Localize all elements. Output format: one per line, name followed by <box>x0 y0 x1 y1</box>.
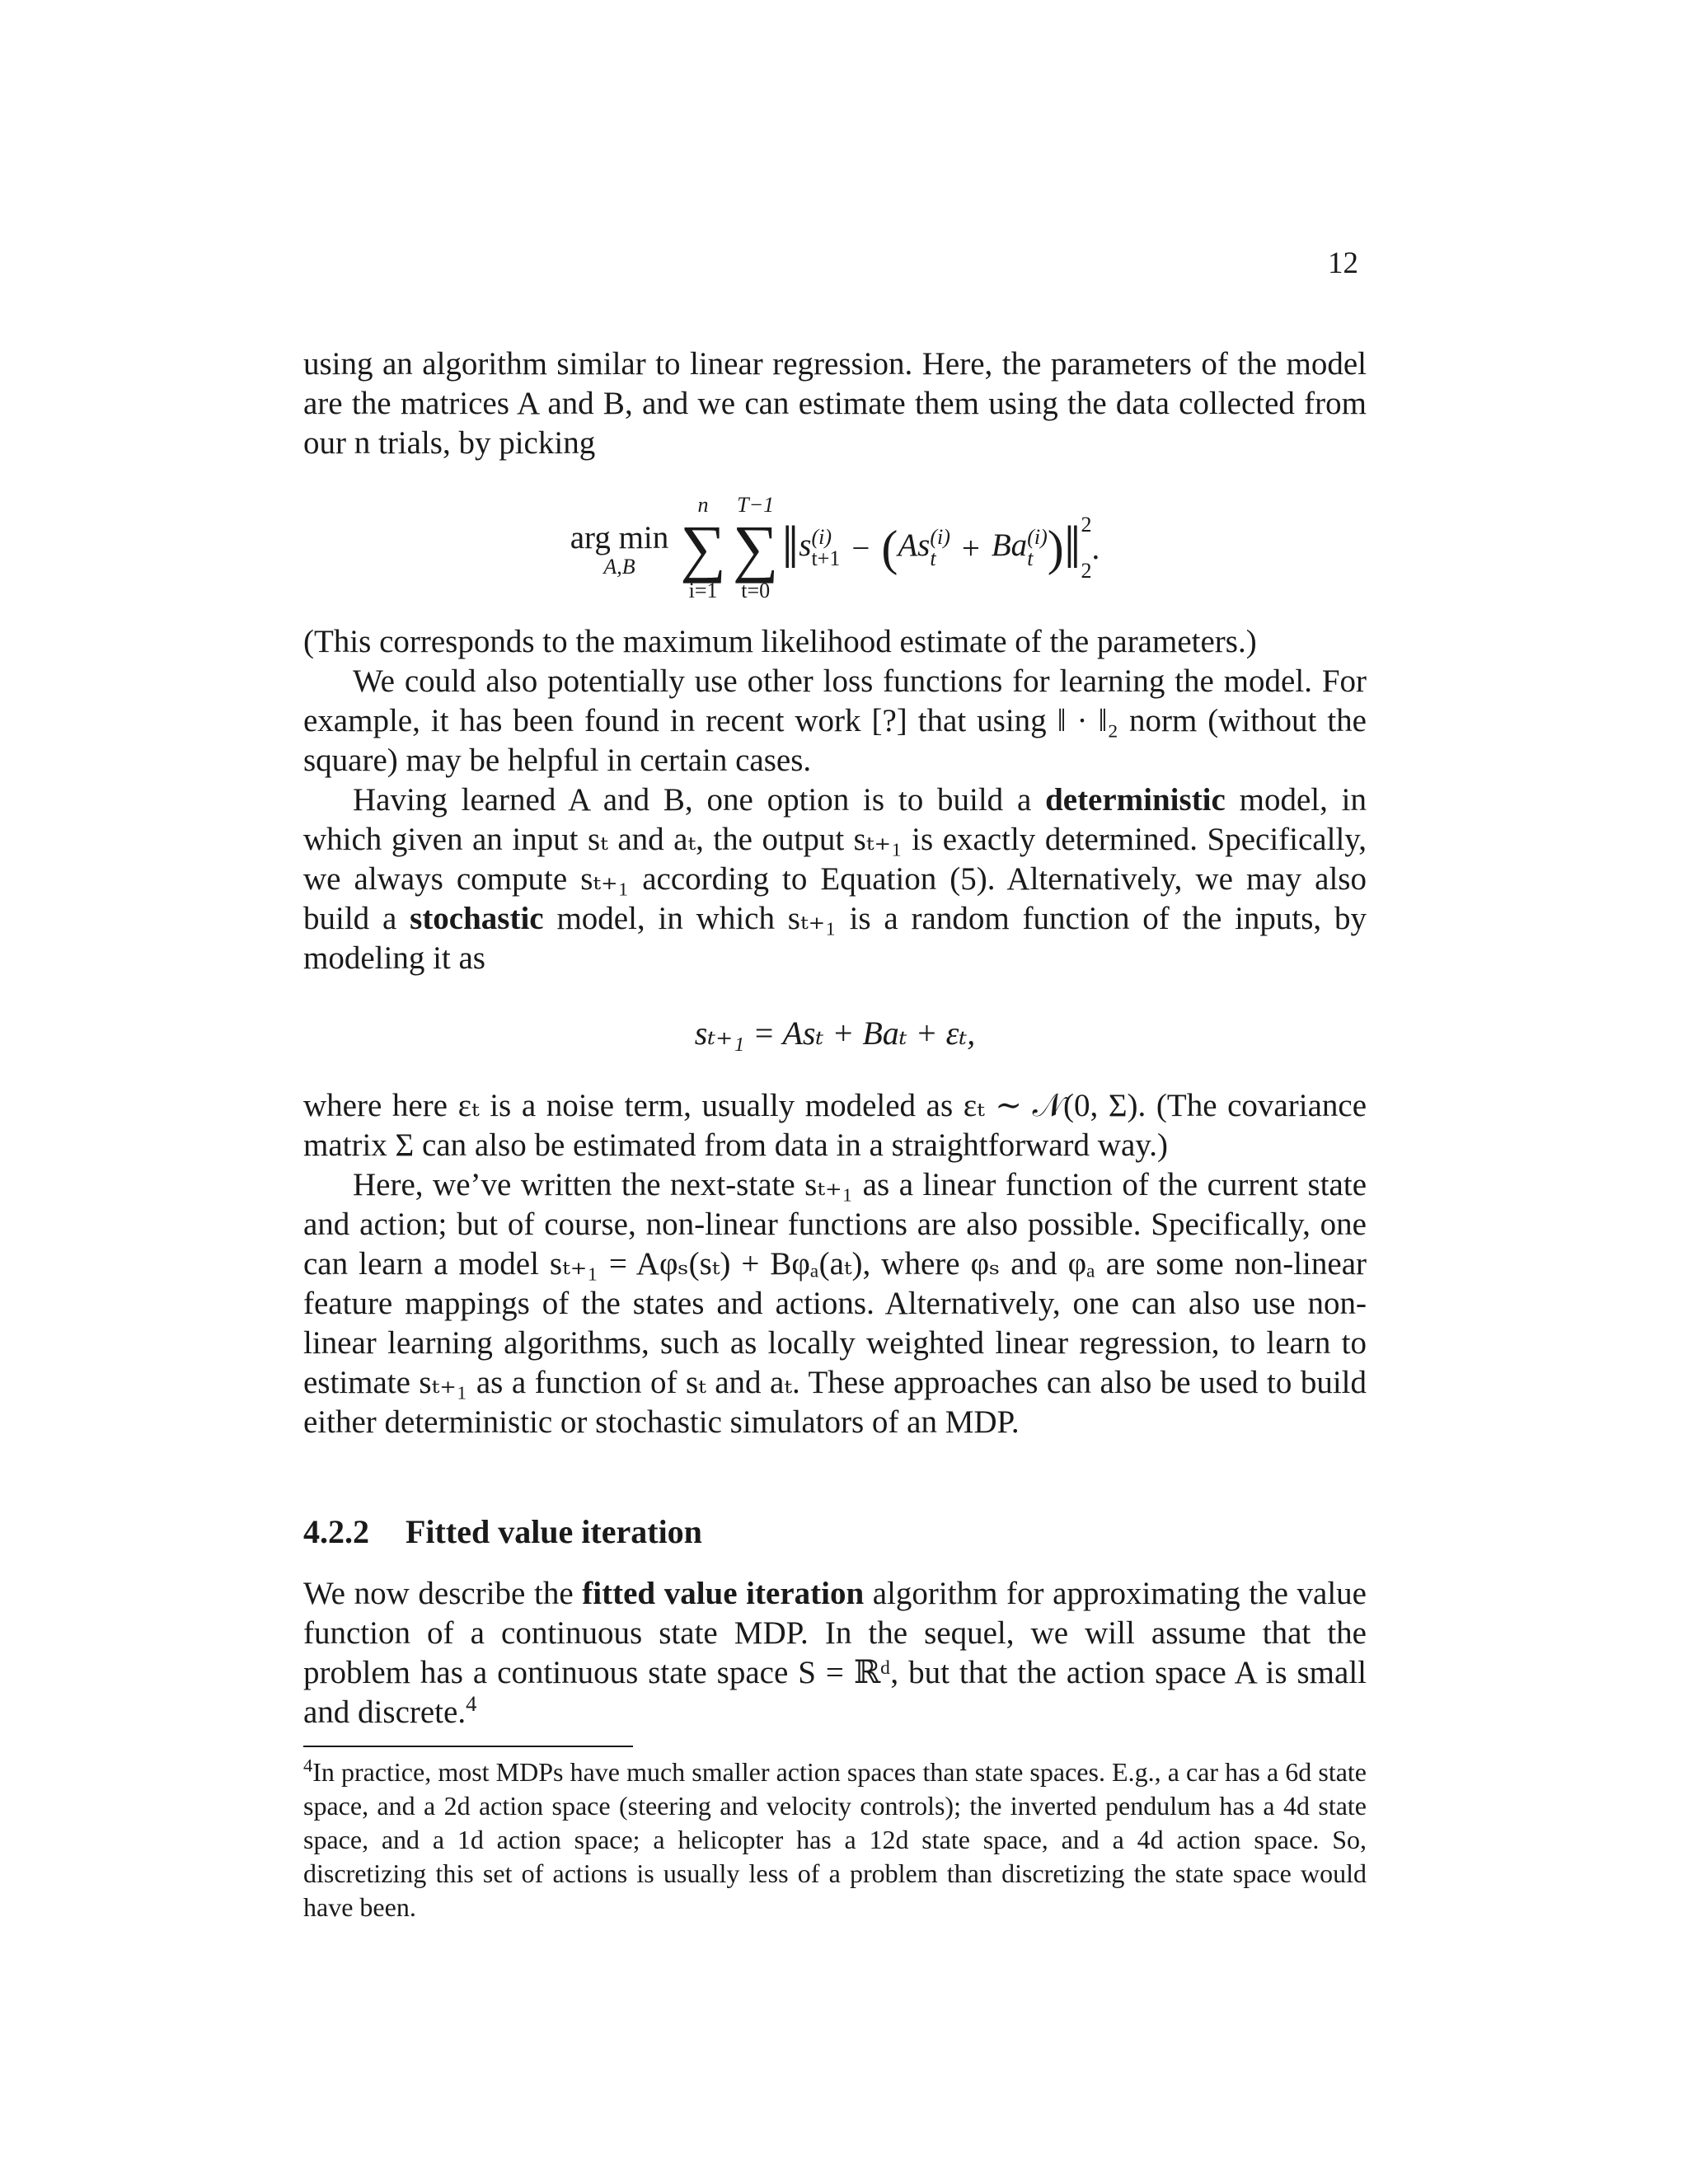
footnote-divider <box>303 1746 633 1747</box>
paragraph-mle-note: (This corresponds to the maximum likelihood estimate of the parameters.) <box>303 624 1257 659</box>
paragraph-deterministic-stochastic: Having learned A and B, one option is to build a deterministic model, in which given an input sₜ and aₜ, the output sₜ₊₁ is exactly determined. Specifically, we always compute sₜ₊₁ according to Equation (5). Alternatively, we may also build a stochastic model, in which sₜ₊₁ is a random function of the inputs, by modeling it as <box>303 782 1367 976</box>
equation-stochastic-model <box>303 1014 1367 1052</box>
sum-over-t: T−1 ∑ t=0 <box>732 493 779 602</box>
footnote <box>303 1755 1367 1924</box>
text-block-lower <box>303 1086 1367 1442</box>
paragraph-loss-functions: We could also potentially use other loss functions for learning the model. For example, it has been found in recent work [?] that using ‖ · ‖₂ norm (without the square) may be helpful in certain cases. <box>303 663 1367 778</box>
text-block-section <box>303 1574 1367 1732</box>
paragraph-intro: using an algorithm similar to linear regression. Here, the parameters of the model are the matrices A and B, and we can estimate them using the data collected from our n trials, by picking <box>303 346 1367 461</box>
footnote-number: 4 <box>303 1755 313 1776</box>
equation-argmin <box>303 494 1367 610</box>
paragraph-nonlinear: Here, we’ve written the next-state sₜ₊₁ as a linear function of the current state and action; but of course, non-linear functions are also possible. Specifically, one can learn a model sₜ₊₁ = Aφₛ(sₜ) + Bφₐ(aₜ), where φₛ and φₐ are some non-linear feature mappings of the states and actions. Alternatively, one can also use non-linear learning algorithms, such as locally weighted linear regression, to learn to estimate sₜ₊₁ as a function of sₜ and aₜ. These approaches can also be used to build either deterministic or stochastic simulators of an MDP. <box>303 1167 1367 1440</box>
argmin-operator: arg min A,B <box>570 519 669 579</box>
text-block-top <box>303 344 1367 463</box>
equation-argmin-body: arg min A,B n ∑ i=1 T−1 ∑ t=0 ‖ s (i) t+1 − ( As (i) t + Ba (i) t ) ‖ 2 2 . <box>570 493 1100 602</box>
paragraph-noise-term: where here εₜ is a noise term, usually modeled as εₜ ∼ 𝒩(0, Σ). (The covariance matrix Σ can also be estimated from data in a straightforward way.) <box>303 1088 1367 1163</box>
paragraph-fitted-value-iteration: We now describe the fitted value iteration algorithm for approximating the value function of a continuous state MDP. In the sequel, we will assume that the problem has a continuous state space S = ℝᵈ, but that the action space A is small and discrete.$^4$ <box>303 1576 1367 1730</box>
text-block-middle <box>303 622 1367 978</box>
footnote-marker[interactable]: 4 <box>466 1691 477 1716</box>
page-number: 12 <box>1328 246 1358 280</box>
section-heading: 4.2.2 Fitted value iteration <box>303 1513 702 1550</box>
sum-over-i: n ∑ i=1 <box>680 493 726 602</box>
footnote-text: In practice, most MDPs have much smaller action spaces than state spaces. E.g., a car has a 6d state space, and a 2d action space (steering and velocity controls); the inverted pendulum has a 4d state space, and a 1d action space; a helicopter has a 12d state space, and a 4d action space. So, discretizing this set of actions is usually less of a problem than discretizing the state space would have been. <box>303 1757 1367 1922</box>
equation-stochastic-model-text: sₜ₊₁ = Asₜ + Baₜ + εₜ, <box>694 1015 976 1052</box>
